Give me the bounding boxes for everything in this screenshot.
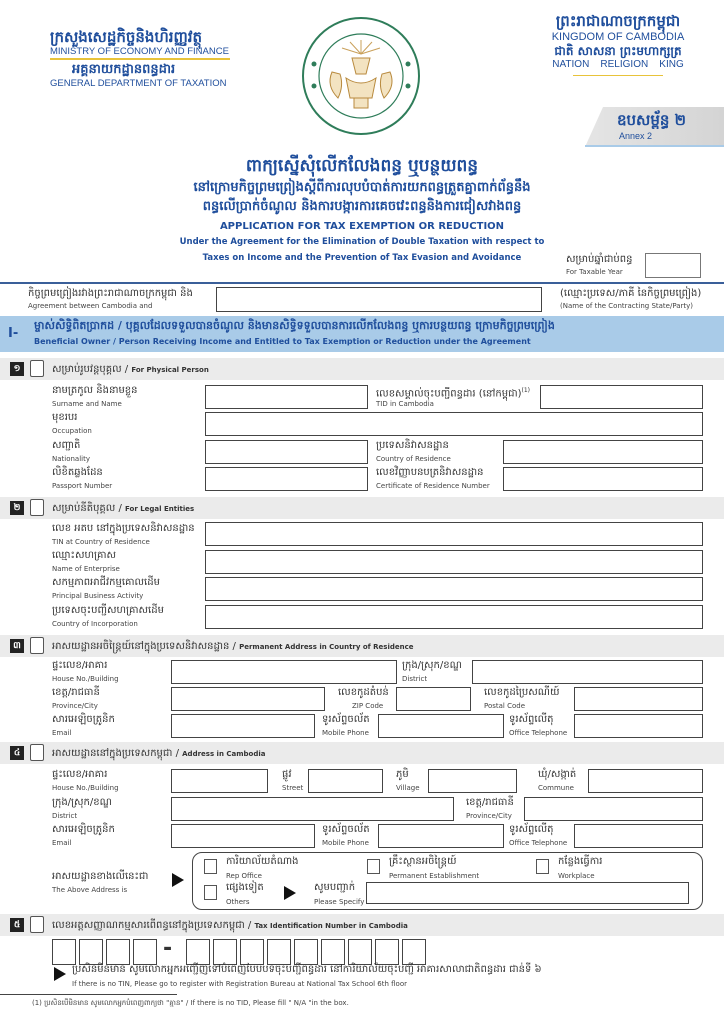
tin-digit-box-5[interactable] <box>213 939 237 965</box>
tin-digit-box-0[interactable] <box>52 939 76 965</box>
res-email-input[interactable] <box>171 714 315 738</box>
occupation-input[interactable] <box>205 412 703 436</box>
tin-note-kh: ប្រសិនមិនមាន សូមលោកអ្នកអញ្ជើញទៅបំពេញបែបបទចុះបញ្ជីពន្ធដារ នៅការិយាល័យចុះបញ្ជី អាគារសាលាជាតិពន្ធដារ ជាន់ទី ៦ <box>72 964 542 975</box>
res-email-label-kh: សារអេឡិចត្រូនិក <box>52 714 115 725</box>
rep-office-label-kh: ការិយាល័យតំណាង <box>226 856 299 867</box>
annex-kh: ឧបសម្ព័ន្ធ ២ <box>617 111 686 129</box>
kh-mobile-input[interactable] <box>378 824 504 848</box>
kingdom-header <box>518 12 718 76</box>
workplace-label-en: Workplace <box>558 872 595 880</box>
section4-header <box>0 742 724 764</box>
res-mobile-input[interactable] <box>378 714 504 738</box>
kh-house-label-en: House No./Building <box>52 784 119 792</box>
res-postal-label-en: Postal Code <box>484 702 526 710</box>
res-postal-input[interactable] <box>574 687 703 711</box>
surname-label-en: Surname and Name <box>52 400 122 408</box>
enterprise-name-input[interactable] <box>205 550 703 574</box>
residence-country-label-en: Country of Residence <box>376 455 451 463</box>
res-office-input[interactable] <box>574 714 703 738</box>
section4-checkbox[interactable] <box>30 744 44 761</box>
residence-country-input[interactable] <box>503 440 703 464</box>
others-label-en: Others <box>226 898 250 906</box>
arrow-right-icon <box>54 967 66 981</box>
others-label-kh: ផ្សេងទៀត <box>226 882 264 893</box>
header-rule <box>0 282 724 284</box>
rep-office-checkbox[interactable] <box>204 859 217 874</box>
workplace-checkbox[interactable] <box>536 859 549 874</box>
kh-district-input[interactable] <box>171 797 454 821</box>
taxable-year-label-en: For Taxable Year <box>566 268 623 276</box>
part1-title-en: Beneficial Owner / Person Receiving Income and Entitled to Tax Exemption or Reduction under the Agreement <box>34 337 531 346</box>
kh-house-input[interactable] <box>171 769 268 793</box>
section5-checkbox[interactable] <box>30 916 44 933</box>
address-type-label-en: The Above Address is <box>52 886 128 894</box>
ministry-logo <box>50 28 240 89</box>
res-district-label-en: District <box>402 675 428 683</box>
section2-header <box>0 497 724 519</box>
kh-district-label-en: District <box>52 812 78 820</box>
permanent-establishment-checkbox[interactable] <box>367 859 380 874</box>
kh-office-label-en: Office Telephone <box>509 839 568 847</box>
res-zip-label-en: ZIP Code <box>352 702 384 710</box>
res-mobile-label-en: Mobile Phone <box>322 729 369 737</box>
business-activity-input[interactable] <box>205 577 703 601</box>
title-kh-line1: ពាក្យស្នើសុំលើកលែងពន្ធ ឬបន្ថយពន្ធ <box>245 156 479 176</box>
res-office-label-en: Office Telephone <box>509 729 568 737</box>
kingdom-name-kh: ព្រះរាជាណាចក្រកម្ពុជា <box>555 12 681 30</box>
section4-number: ៤ <box>10 746 24 760</box>
section3-title: អាសយដ្ឋានអចិន្ត្រៃយ៍នៅក្នុងប្រទេសនិវាសនដ្ឋាន / Permanent Address in Country of Residence <box>52 641 414 652</box>
arrow-right-icon <box>172 873 184 887</box>
kh-house-label-kh: ផ្ទះលេខ/អាគារ <box>52 769 108 780</box>
annex-tab <box>585 107 724 147</box>
kh-mobile-label-kh: ទូរស័ព្ទចល័ត <box>322 824 370 835</box>
section1-title: សម្រាប់រូបវន្តបុគ្គល / For Physical Person <box>52 364 209 375</box>
tax-department-seal <box>300 14 422 138</box>
res-house-label-kh: ផ្ទះលេខ/អាគារ <box>52 660 108 671</box>
tin-digit-box-12[interactable] <box>402 939 426 965</box>
kh-email-label-kh: សារអេឡិចត្រូនិក <box>52 824 115 835</box>
passport-label-kh: លិខិតឆ្លងដែន <box>52 467 103 478</box>
res-zip-label-kh: លេខកូដតំបន់ <box>338 687 389 698</box>
res-district-input[interactable] <box>472 660 703 684</box>
department-name-en: GENERAL DEPARTMENT OF TAXATION <box>50 78 227 89</box>
tin-digit-box-10[interactable] <box>348 939 372 965</box>
tin-note-en: If there is no TIN, Please go to register with Registration Bureau at National Tax School 6th floor <box>72 980 407 988</box>
title-kh-line3: ពន្ធលើប្រាក់ចំណូល និងការបង្ការការគេចវេះពន្ធនិងការជៀសវាងពន្ធ <box>202 199 522 214</box>
residence-cert-label-en: Certificate of Residence Number <box>376 482 490 490</box>
nationality-label-en: Nationality <box>52 455 91 463</box>
title-en-sub2: Taxes on Income and the Prevention of Tax Evasion and Avoidance <box>202 253 522 263</box>
footnote-rule <box>0 994 177 995</box>
rep-office-label-en: Rep Office <box>226 872 262 880</box>
kh-district-label-kh: ក្រុង/ស្រុក/ខណ្ឌ <box>52 797 112 808</box>
kh-email-label-en: Email <box>52 839 72 847</box>
section5-title: លេខអត្តសញ្ញាណកម្មសារពើពន្ធនៅក្នុងប្រទេសកម្ពុជា / Tax Identification Number in Cambodia <box>52 920 408 931</box>
taxable-year-label-kh: សម្រាប់ឆ្នាំជាប់ពន្ធ <box>566 254 633 265</box>
kh-commune-label-en: Commune <box>538 784 574 792</box>
ministry-name-en: MINISTRY OF ECONOMY AND FINANCE <box>50 46 229 57</box>
motto-en: NATION RELIGION KING <box>552 59 684 70</box>
kh-email-input[interactable] <box>171 824 315 848</box>
section1-checkbox[interactable] <box>30 360 44 377</box>
surname-input[interactable] <box>205 385 368 409</box>
res-email-label-en: Email <box>52 729 72 737</box>
kh-village-label-en: Village <box>396 784 420 792</box>
tin-digit-box-7[interactable] <box>267 939 291 965</box>
form-title <box>150 154 574 266</box>
res-house-label-en: House No./Building <box>52 675 119 683</box>
kh-commune-label-kh: ឃុំ/សង្កាត់ <box>538 769 577 780</box>
ornament-divider <box>573 75 663 76</box>
kh-office-label-kh: ទូរស័ព្ទលើតុ <box>509 824 554 835</box>
res-mobile-label-kh: ទូរស័ព្ទចល័ត <box>322 714 370 725</box>
taxable-year-input[interactable] <box>645 253 701 278</box>
section3-checkbox[interactable] <box>30 637 44 654</box>
title-kh-line2: នៅក្រោមកិច្ចព្រមព្រៀងស្តីពីការលុបបំបាត់ការយកពន្ធត្រួតគ្នាពាក់ព័ន្ធនឹង <box>193 180 531 195</box>
tid-label-en: TID in Cambodia <box>376 400 434 408</box>
others-checkbox[interactable] <box>204 885 217 900</box>
kh-village-label-kh: ភូមិ <box>396 769 409 780</box>
tin-residence-label-en: TIN at Country of Residence <box>52 538 150 546</box>
residence-cert-label-kh: លេខវិញ្ញាបនបត្រនិវាសនដ្ឋាន <box>376 467 484 478</box>
tin-digit-box-4[interactable] <box>186 939 210 965</box>
address-type-label-kh: អាសយដ្ឋានខាងលើនេះជា <box>52 871 149 882</box>
workplace-label-kh: កន្លែងធ្វើការ <box>558 856 603 867</box>
contracting-state-note-kh: (ឈ្មោះប្រទេស/ភាគី នៃកិច្ចព្រមព្រៀង) <box>560 288 702 299</box>
section2-checkbox[interactable] <box>30 499 44 516</box>
tid-input[interactable] <box>540 385 703 409</box>
res-province-label-en: Province/City <box>52 702 98 710</box>
tin-residence-label-kh: លេខ អតប នៅក្នុងប្រទេសនិវាសនដ្ឋាន <box>52 523 195 534</box>
ministry-name-kh: ក្រសួងសេដ្ឋកិច្ចនិងហិរញ្ញវត្ថុ <box>50 28 203 46</box>
business-activity-label-en: Principal Business Activity <box>52 592 144 600</box>
agreement-label-en: Agreement between Cambodia and <box>28 302 153 310</box>
kh-province-label-en: Province/City <box>466 812 512 820</box>
nationality-label-kh: សញ្ជាតិ <box>52 440 81 451</box>
passport-input[interactable] <box>205 467 368 491</box>
kh-commune-input[interactable] <box>588 769 703 793</box>
kh-province-input[interactable] <box>524 797 703 821</box>
res-postal-label-kh: លេខកូដប្រៃសណីយ៍ <box>484 687 560 698</box>
kh-village-input[interactable] <box>428 769 517 793</box>
res-district-label-kh: ក្រុង/ស្រុក/ខណ្ឌ <box>402 660 462 671</box>
tin-digit-box-8[interactable] <box>294 939 318 965</box>
contracting-state-note-en: (Name of the Contracting State/Party) <box>560 302 694 310</box>
enterprise-name-label-en: Name of Enterprise <box>52 565 120 573</box>
kingdom-name-en: KINGDOM OF CAMBODIA <box>551 31 685 43</box>
gold-divider <box>50 58 230 60</box>
part1-header <box>0 316 724 352</box>
incorporation-country-label-kh: ប្រទេសចុះបញ្ជីសហគ្រាសដើម <box>52 605 164 616</box>
permanent-establishment-label-kh: គ្រឹះស្ថានអចិន្ត្រៃយ៍ <box>389 856 457 867</box>
department-name-kh: អគ្គនាយកដ្ឋានពន្ធដារ <box>72 62 176 77</box>
surname-label-kh: នាមត្រកូល និងនាមខ្លួន <box>52 385 138 396</box>
agreement-state-input[interactable] <box>216 287 542 312</box>
nationality-input[interactable] <box>205 440 368 464</box>
residence-country-label-kh: ប្រទេសនិវាសនដ្ឋាន <box>376 440 449 451</box>
tin-digit-box-9[interactable] <box>321 939 345 965</box>
section5-number: ៥ <box>10 918 24 932</box>
tid-label-kh: លេខសម្គាល់ចុះបញ្ជីពន្ធដារ (នៅកម្ពុជា)$^{(1)}$ <box>376 387 531 400</box>
business-activity-label-kh: សកម្មភាពអាជីវកម្មគោលដើម <box>52 577 160 588</box>
section2-number: ២ <box>10 501 24 515</box>
res-province-label-kh: ខេត្ត/រាជធានី <box>52 687 100 698</box>
part1-number: I- <box>8 326 19 341</box>
occupation-label-en: Occupation <box>52 427 92 435</box>
arrow-right-icon <box>284 886 296 900</box>
kh-street-input[interactable] <box>308 769 383 793</box>
tin-digit-box-3[interactable] <box>133 939 157 965</box>
part1-title-kh: ម្ចាស់សិទ្ធិពិតប្រាកដ / បុគ្គលដែលទទួលបានចំណូល និងមានសិទ្ធិទទួលបានការលើកលែងពន្ធ ឬការបន្ថយពន្ធ ក្រោមកិច្ចព្រមព្រៀង <box>34 319 555 332</box>
residence-cert-input[interactable] <box>503 467 703 491</box>
res-house-input[interactable] <box>171 660 397 684</box>
section3-number: ៣ <box>10 639 24 653</box>
kh-street-label-kh: ផ្លូវ <box>282 769 292 780</box>
enterprise-name-label-kh: ឈ្មោះសហគ្រាស <box>52 550 117 561</box>
res-office-label-kh: ទូរស័ព្ទលើតុ <box>509 714 554 725</box>
tin-digit-box-11[interactable] <box>375 939 399 965</box>
kh-province-label-kh: ខេត្ត/រាជធានី <box>466 797 514 808</box>
section1-header <box>0 358 724 380</box>
section5-header <box>0 914 724 936</box>
specify-label-kh: សូមបញ្ជាក់ <box>314 882 356 893</box>
passport-label-en: Passport Number <box>52 482 113 490</box>
section4-title: អាសយដ្ឋាននៅក្នុងប្រទេសកម្ពុជា / Address in Cambodia <box>52 748 266 759</box>
title-en-main: APPLICATION FOR TAX EXEMPTION OR REDUCTION <box>219 221 505 232</box>
section2-title: សម្រាប់នីតិបុគ្គល / For Legal Entities <box>52 503 195 514</box>
motto-kh: ជាតិ សាសនា ព្រះមហាក្សត្រ <box>554 44 682 58</box>
incorporation-country-label-en: Country of Incorporation <box>52 620 138 628</box>
kh-office-input[interactable] <box>574 824 703 848</box>
tin-digit-box-6[interactable] <box>240 939 264 965</box>
tin-separator: - <box>163 936 173 961</box>
tin-digit-box-1[interactable] <box>79 939 103 965</box>
footnote: (1) ប្រសិនបើមិនមាន សូមលោកអ្នកបំពេញពាក្យថា "គ្មាន" / If there is no TID, Please fill " N/A "in the box. <box>32 999 349 1007</box>
section3-header <box>0 635 724 657</box>
kh-mobile-label-en: Mobile Phone <box>322 839 369 847</box>
res-zip-input[interactable] <box>396 687 471 711</box>
section1-number: ១ <box>10 362 24 376</box>
title-en-sub1: Under the Agreement for the Elimination of Double Taxation with respect to <box>179 237 545 247</box>
tin-digit-box-2[interactable] <box>106 939 130 965</box>
tin-residence-input[interactable] <box>205 522 703 546</box>
specify-input[interactable] <box>366 882 689 904</box>
annex-en: Annex 2 <box>619 131 653 141</box>
res-province-input[interactable] <box>171 687 325 711</box>
occupation-label-kh: មុខរបរ <box>52 412 78 423</box>
specify-label-en: Please Specify <box>314 898 365 906</box>
agreement-label-kh: កិច្ចព្រមព្រៀងរវាងព្រះរាជាណាចក្រកម្ពុជា និង <box>28 288 193 299</box>
permanent-establishment-label-en: Permanent Establishment <box>389 872 480 880</box>
incorporation-country-input[interactable] <box>205 605 703 629</box>
kh-street-label-en: Street <box>282 784 304 792</box>
